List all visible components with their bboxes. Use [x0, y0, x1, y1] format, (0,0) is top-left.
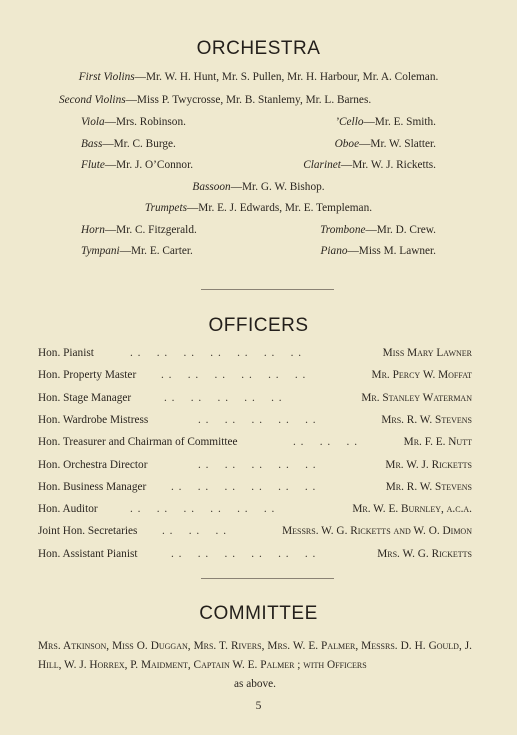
- officer-role: Hon. Pianist: [38, 347, 94, 359]
- viola-line: [81, 115, 186, 129]
- officer-row: [38, 435, 472, 449]
- officer-row: [38, 502, 472, 516]
- flute-line: [81, 158, 193, 172]
- officer-role: Hon. Business Manager: [38, 480, 147, 493]
- officer-leader-dots: . . . . . . . . . .: [198, 458, 317, 471]
- section-divider: [201, 289, 334, 290]
- horn-line: [81, 223, 197, 237]
- officer-name: Mrs. W. G. Ricketts: [377, 547, 472, 560]
- piano-names: —Miss M. Lawner.: [347, 245, 436, 257]
- second-violins-line: [59, 93, 371, 107]
- tympani-names: —Mr. E. Carter.: [119, 245, 193, 257]
- officer-row: [38, 547, 472, 561]
- officer-name: Mr. F. E. Nutt: [403, 436, 472, 449]
- oboe-names: —Mr. W. Slatter.: [359, 138, 436, 150]
- clarinet-label: Clarinet: [303, 159, 341, 171]
- committee-last-line: as above.: [233, 678, 277, 690]
- officer-role: Hon. Assistant Pianist: [38, 547, 138, 560]
- tympani-line: [81, 244, 193, 258]
- oboe-line: [335, 137, 436, 151]
- officer-name: Mr. W. E. Burnley, a.c.a.: [352, 503, 472, 516]
- first-violins-label: First Violins: [78, 71, 135, 83]
- officer-role: Hon. Treasurer and Chairman of Committee: [38, 436, 238, 449]
- officer-row: [38, 524, 472, 538]
- officer-role: Joint Hon. Secretaries: [38, 525, 138, 538]
- piano-label: Piano: [320, 245, 348, 257]
- horn-label: Horn: [81, 224, 105, 236]
- viola-label: Viola: [81, 116, 105, 128]
- trombone-names: —Mr. D. Crew.: [365, 224, 436, 236]
- officer-leader-dots: . . . . . . . . . .: [198, 413, 317, 426]
- committee-members: [38, 637, 472, 694]
- cello-line: [335, 115, 436, 129]
- officer-role: Hon. Property Master: [38, 369, 137, 382]
- committee-heading: COMMITTEE: [199, 603, 318, 624]
- cello-label: ’Cello: [335, 116, 364, 128]
- bassoon-label: Bassoon: [192, 181, 231, 193]
- flute-names: —Mr. J. O’Connor.: [104, 159, 194, 171]
- oboe-label: Oboe: [334, 138, 360, 150]
- officer-role: Hon. Wardrobe Mistress: [38, 413, 149, 426]
- officer-name: Mr. Percy W. Moffat: [371, 369, 472, 382]
- bass-names: —Mr. C. Burge.: [102, 138, 176, 150]
- bass-label: Bass: [81, 138, 103, 150]
- clarinet-names: —Mr. W. J. Ricketts.: [340, 159, 436, 171]
- clarinet-line: [303, 158, 436, 172]
- trumpets-line: [0, 201, 517, 215]
- tympani-label: Tympani: [81, 245, 120, 257]
- bassoon-line: [0, 180, 517, 194]
- trombone-label: Trombone: [320, 224, 366, 236]
- officer-name: Mrs. R. W. Stevens: [381, 413, 472, 426]
- officer-name: Messrs. W. G. Ricketts and W. O. Dimon: [282, 525, 472, 538]
- officer-leader-dots: . . . . . . . . . . . .: [130, 503, 276, 516]
- bassoon-names: —Mr. G. W. Bishop.: [230, 181, 325, 193]
- trumpets-label: Trumpets: [144, 202, 187, 214]
- first-violins-names: —Mr. W. H. Hunt, Mr. S. Pullen, Mr. H. Harbour, Mr. A. Coleman.: [134, 71, 439, 83]
- officer-row: [38, 368, 472, 382]
- officer-name: Miss Mary Lawner: [382, 347, 472, 359]
- second-violins-names: —Miss P. Twycrosse, Mr. B. Stanlemy, Mr. L. Barnes.: [125, 94, 372, 106]
- officer-row: [38, 480, 472, 494]
- bass-line: [81, 137, 176, 151]
- committee-text: Mrs. Atkinson, Miss O. Duggan, Mrs. T. Rivers, Mrs. W. E. Palmer, Messrs. D. H. Gould, J. Hill, W. J. Horrex, P. Maidment, Captain W. E. Palmer ; with Officers: [38, 640, 472, 671]
- viola-names: —Mrs. Robinson.: [104, 116, 186, 128]
- officer-leader-dots: . . . . . . . . . . . .: [171, 547, 317, 560]
- officer-name: Mr. R. W. Stevens: [385, 480, 472, 493]
- page-number: 5: [255, 700, 262, 712]
- trumpets-names: —Mr. E. J. Edwards, Mr. E. Templeman.: [186, 202, 373, 214]
- officer-name: Mr. W. J. Ricketts: [385, 458, 472, 471]
- officer-row: [38, 458, 472, 472]
- orchestra-heading: ORCHESTRA: [196, 38, 321, 59]
- officers-heading: OFFICERS: [208, 315, 309, 336]
- first-violins-line: [0, 70, 517, 84]
- officer-row: [38, 346, 472, 360]
- cello-names: —Mr. E. Smith.: [363, 116, 436, 128]
- piano-line: [321, 244, 437, 258]
- officer-leader-dots: . . . . . . . . . . . .: [171, 480, 317, 493]
- officer-row: [38, 413, 472, 427]
- section-divider: [201, 578, 334, 579]
- officer-role: Hon. Stage Manager: [38, 391, 132, 404]
- trombone-line: [320, 223, 436, 237]
- officer-leader-dots: . . . . . .: [293, 436, 359, 449]
- officer-row: [38, 391, 472, 405]
- officer-role: Hon. Orchestra Director: [38, 458, 148, 471]
- officer-name: Mr. Stanley Waterman: [361, 391, 472, 404]
- officer-leader-dots: . . . . . .: [162, 525, 228, 538]
- horn-names: —Mr. C. Fitzgerald.: [104, 224, 197, 236]
- officer-role: Hon. Auditor: [38, 503, 98, 516]
- second-violins-label: Second Violins: [59, 94, 126, 106]
- flute-label: Flute: [81, 159, 105, 171]
- officer-leader-dots: . . . . . . . . . .: [164, 391, 283, 404]
- officer-leader-dots: . . . . . . . . . . . .: [161, 369, 307, 382]
- officer-leader-dots: . . . . . . . . . . . . . .: [130, 347, 303, 359]
